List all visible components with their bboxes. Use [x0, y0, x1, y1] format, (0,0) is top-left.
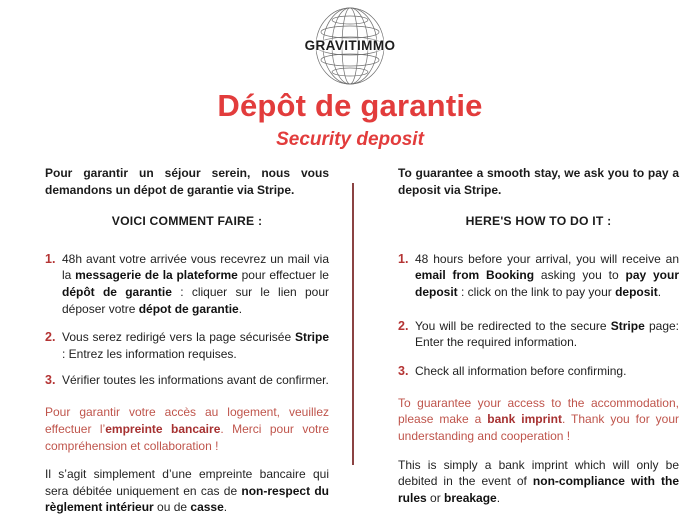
step-number: 3. — [45, 373, 56, 388]
english-step-2 — [398, 318, 679, 351]
step-text: 48h avant votre arrivée vous recevrez un mail via la messagerie de la plateforme pour effectuer le dépôt de garantie : cliquer sur le lien pour déposer votre dépot de garantie. — [62, 251, 329, 316]
logo — [304, 6, 396, 86]
step-text: Check all information before confirming. — [415, 363, 627, 378]
step-number: 2. — [45, 330, 56, 345]
page-title: Dépôt de garantie — [217, 88, 483, 123]
french-step-2 — [45, 329, 329, 362]
columns — [0, 151, 700, 516]
french-step-1 — [45, 251, 329, 317]
french-intro: Pour garantir un séjour serein, nous vous demandons un dépot de garantie via Stripe. — [45, 166, 329, 197]
brand-name: GRAVITIMMO — [304, 38, 396, 54]
header — [0, 0, 700, 151]
step-text: Vérifier toutes les informations avant de confirmer. — [62, 373, 329, 388]
english-column — [398, 165, 679, 506]
step-number: 1. — [45, 251, 56, 266]
english-closing-paragraph: This is simply a bank imprint which will only be debited in the event of non-compliance with the rules or breakage. — [398, 457, 679, 505]
french-column — [45, 165, 329, 516]
french-step-3 — [45, 372, 329, 389]
step-number: 1. — [398, 251, 409, 266]
step-text: Vous serez redirigé vers la page sécurisée Stripe : Entrez les information requises. — [62, 330, 329, 361]
step-text: 48 hours before your arrival, you will receive an email from Booking asking you to pay your deposit : click on the link to pay your deposit. — [415, 251, 680, 300]
french-red-paragraph: Pour garantir votre accès au logement, veuillez effectuer l’empreinte bancaire. Merci pour votre compréhension et collaboration ! — [45, 405, 329, 453]
step-text: You will be redirected to the secure Stripe page: Enter the required information. — [415, 318, 679, 350]
step-number: 3. — [398, 363, 409, 378]
english-red-paragraph: To guarantee your access to the accommodation, please make a bank imprint. Thank you for your understanding and cooperation ! — [398, 395, 679, 443]
vertical-divider — [352, 183, 354, 465]
french-section-header: VOICI COMMENT FAIRE : — [111, 214, 263, 229]
page-subtitle: Security deposit — [276, 129, 424, 150]
english-step-3 — [398, 363, 679, 380]
step-number: 2. — [398, 318, 409, 333]
english-section-header: HERE'S HOW TO DO IT : — [465, 214, 612, 229]
english-step-1 — [398, 251, 679, 301]
french-closing-paragraph: Il s’agit simplement d’une empreinte bancaire qui sera débitée uniquement en cas de non-respect du règlement intérieur ou de casse. — [45, 467, 329, 515]
english-intro: To guarantee a smooth stay, we ask you to pay a deposit via Stripe. — [398, 166, 679, 197]
